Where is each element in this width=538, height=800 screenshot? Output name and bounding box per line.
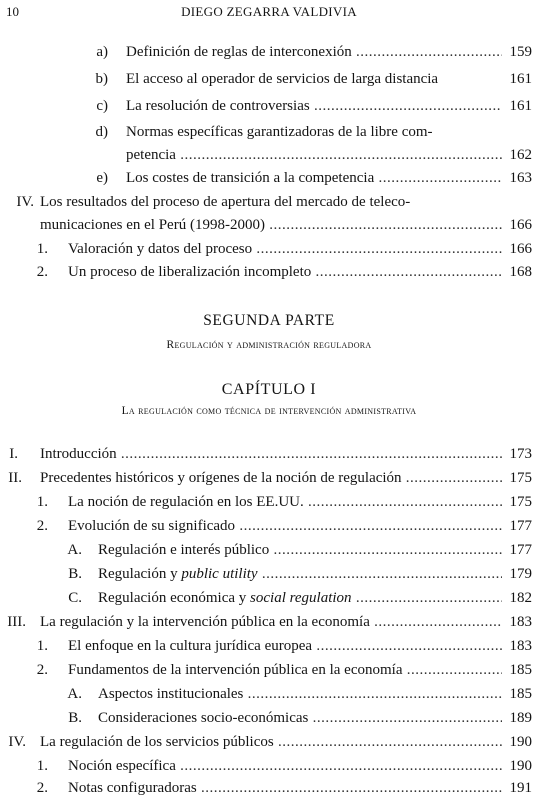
toc-entry-text xyxy=(98,562,502,586)
toc-marker: 2. xyxy=(36,662,48,678)
toc-entry xyxy=(0,213,538,237)
toc-page-number: 185 xyxy=(509,686,532,702)
toc-entry-text-plain: Regulación y xyxy=(98,566,182,582)
toc-marker: B. xyxy=(68,566,82,582)
page-number: 10 xyxy=(6,4,19,19)
toc-marker: III. xyxy=(7,614,26,630)
toc-entry-text: Valoración y datos del proceso ..... xyxy=(68,237,502,261)
toc-marker: 2. xyxy=(36,264,48,280)
toc-entry xyxy=(0,442,538,466)
toc-marker: II. xyxy=(8,470,22,486)
toc-entry-text: Notas configuradoras ..... xyxy=(68,776,502,800)
toc-entry xyxy=(0,586,538,610)
part-title: SEGUNDA PARTE xyxy=(203,312,335,329)
toc-marker: b) xyxy=(95,71,108,87)
toc-entry-text: El enfoque en la cultura jurídica europea ..... xyxy=(68,634,502,658)
toc-page-number: 161 xyxy=(509,71,532,87)
toc-entry-text-plain: Regulación económica y xyxy=(98,590,251,606)
toc-page-number: 183 xyxy=(509,638,532,654)
toc-page-number: 162 xyxy=(509,147,532,163)
toc-entry-text: La resolución de controversias ..... xyxy=(126,94,502,118)
chapter-subtitle: La regulación como técnica de intervención administrativa xyxy=(121,405,417,417)
toc-entry xyxy=(0,143,538,167)
toc-page-number: 182 xyxy=(509,590,532,606)
toc-page-number: 190 xyxy=(509,758,532,774)
toc-marker: A. xyxy=(67,542,82,558)
toc-marker: c) xyxy=(96,98,108,114)
toc-entry xyxy=(0,776,538,800)
toc-page-number: 177 xyxy=(509,542,532,558)
toc-entry-text-italic: public utility xyxy=(181,566,258,582)
toc-marker: 1. xyxy=(36,494,48,510)
toc-entry-text: Evolución de su significado ..... xyxy=(68,514,502,538)
toc-page-number: 166 xyxy=(509,241,532,257)
toc-entry xyxy=(0,67,538,91)
toc-page-number: 159 xyxy=(509,44,532,60)
toc-entry-text: La regulación y la intervención pública en la economía ..... xyxy=(40,610,502,634)
toc-marker: 1. xyxy=(36,758,48,774)
toc-entry-text-italic: social regulation xyxy=(250,590,352,606)
toc-entry xyxy=(0,610,538,634)
toc-entry xyxy=(0,237,538,261)
toc-entry xyxy=(0,658,538,682)
toc-page-number: 177 xyxy=(509,518,532,534)
toc-entry-text: Los resultados del proceso de apertura del mercado de teleco- xyxy=(40,194,411,210)
toc-marker: 2. xyxy=(36,518,48,534)
toc-entry xyxy=(0,40,538,64)
toc-entry xyxy=(0,466,538,490)
toc-entry xyxy=(0,538,538,562)
toc-marker: 1. xyxy=(36,638,48,654)
toc-entry-text xyxy=(98,586,502,610)
toc-page-number: 185 xyxy=(509,662,532,678)
toc-marker: a) xyxy=(96,44,108,60)
toc-page-number: 173 xyxy=(509,446,532,462)
toc-entry xyxy=(0,94,538,118)
part-subtitle: Regulación y administración reguladora xyxy=(166,339,372,351)
toc-entry-text: La regulación de los servicios públicos ..... xyxy=(40,730,502,754)
toc-marker: IV. xyxy=(16,194,34,210)
toc-marker: e) xyxy=(96,170,108,186)
toc-entry xyxy=(0,682,538,706)
toc-page-number: 175 xyxy=(509,494,532,510)
toc-entry-text: Definición de reglas de interconexión ..... xyxy=(126,40,502,64)
chapter-title: CAPÍTULO I xyxy=(221,381,317,398)
toc-entry xyxy=(0,166,538,190)
toc-marker: 2. xyxy=(36,780,48,796)
toc-entry xyxy=(0,490,538,514)
toc-marker: 1. xyxy=(36,241,48,257)
toc-entry-text: Un proceso de liberalización incompleto ..... xyxy=(68,260,502,284)
toc-entry xyxy=(0,706,538,730)
toc-entry-text: Los costes de transición a la competencia ..... xyxy=(126,166,502,190)
toc-page-number: 163 xyxy=(509,170,532,186)
toc-entry-text: Introducción ..... xyxy=(40,442,502,466)
toc-page-number: 161 xyxy=(509,98,532,114)
toc-page-number: 191 xyxy=(509,780,532,796)
toc-page-number: 175 xyxy=(509,470,532,486)
toc-marker: IV. xyxy=(8,734,26,750)
toc-entry-text: Consideraciones socio-económicas ..... xyxy=(98,706,502,730)
toc-entry-text: petencia ..... xyxy=(126,143,502,167)
toc-entry-text: Fundamentos de la intervención pública en la economía ..... xyxy=(68,658,502,682)
toc-marker: B. xyxy=(68,710,82,726)
toc-entry xyxy=(0,634,538,658)
toc-entry xyxy=(0,514,538,538)
toc-marker: d) xyxy=(95,124,108,140)
toc-page-number: 166 xyxy=(509,217,532,233)
toc-page-number: 190 xyxy=(509,734,532,750)
toc-entry-text: Normas específicas garantizadoras de la libre com- xyxy=(126,124,433,140)
toc-entry xyxy=(0,754,538,778)
running-title: DIEGO ZEGARRA VALDIVIA xyxy=(181,4,357,19)
toc-entry xyxy=(0,120,538,144)
toc-entry xyxy=(0,260,538,284)
toc-entry xyxy=(0,562,538,586)
toc-entry-text: Precedentes históricos y orígenes de la noción de regulación ..... xyxy=(40,466,502,490)
toc-marker: A. xyxy=(67,686,82,702)
toc-page-number: 168 xyxy=(509,264,532,280)
toc-marker: C. xyxy=(68,590,82,606)
toc-entry xyxy=(0,730,538,754)
toc-entry-text: municaciones en el Perú (1998-2000) ..... xyxy=(40,213,502,237)
toc-page-number: 183 xyxy=(509,614,532,630)
toc-entry-text: El acceso al operador de servicios de larga distancia xyxy=(126,71,439,87)
toc-entry-text: La noción de regulación en los EE.UU. ..... xyxy=(68,490,502,514)
toc-entry-text: Aspectos institucionales ..... xyxy=(98,682,502,706)
toc-entry-text: Regulación e interés público ..... xyxy=(98,538,502,562)
toc-marker: I. xyxy=(9,446,18,462)
page-header xyxy=(6,4,532,22)
toc-entry xyxy=(0,190,538,214)
toc-page-number: 189 xyxy=(509,710,532,726)
toc-entry-text: Noción específica ..... xyxy=(68,754,502,778)
toc-page-number: 179 xyxy=(509,566,532,582)
